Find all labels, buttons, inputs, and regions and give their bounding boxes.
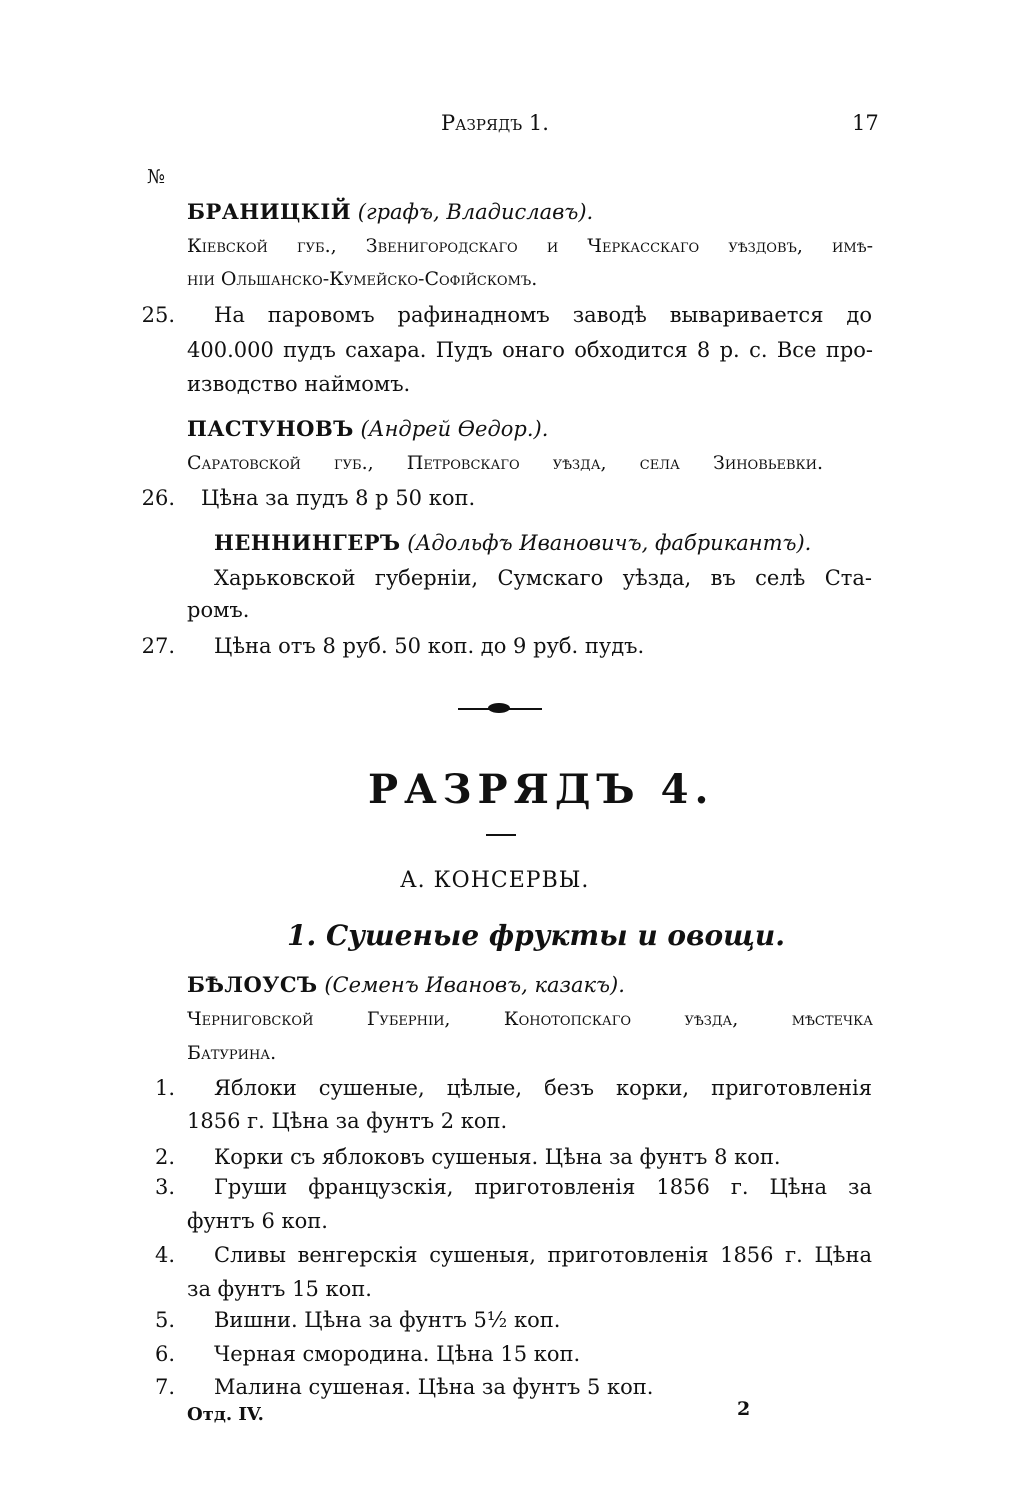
sheet-number: 2 (737, 1398, 751, 1420)
separator-ornament (488, 703, 510, 713)
item-text-line: 1856 г. Цѣна за фунтъ 2 коп. (187, 1109, 508, 1133)
item-text-line: Черная смородина. Цѣна 15 коп. (214, 1342, 581, 1366)
entry-location-line: ромъ. (187, 598, 250, 622)
item-text-line: Яблоки сушеные, цѣлые, безъ корки, приготовленія (214, 1076, 872, 1100)
numero-sign: № (147, 166, 165, 188)
item-text-line: фунтъ 6 коп. (187, 1209, 328, 1233)
entry-desc: (Семенъ Ивановъ, казакъ). (324, 973, 625, 997)
item-number: 3. (154, 1175, 175, 1199)
entry-desc: (Андрей Ѳедор.). (360, 417, 549, 441)
item-number: 4. (154, 1243, 175, 1267)
entry-location-line: ніи Ольшанско-Кумейско-Софійскомъ. (187, 268, 538, 290)
item-text-line: Цѣна отъ 8 руб. 50 коп. до 9 руб. пудъ. (214, 634, 645, 658)
section-subtitle: А. КОНСЕРВЫ. (400, 868, 590, 893)
item-number: 26. (141, 486, 175, 510)
entry-location-line: Харьковской губерніи, Сумскаго уѣзда, въ селѣ Ста- (214, 566, 872, 590)
section-title: РАЗРЯДЪ 4. (368, 766, 715, 813)
item-text-line: 400.000 пудъ сахара. Пудъ онаго обходится 8 р. с. Все про- (187, 338, 873, 362)
item-text-line: Груши французскія, приготовленія 1856 г. Цѣна за (214, 1175, 872, 1199)
entry-heading (187, 416, 548, 441)
running-title: Разрядъ 1. (441, 111, 549, 135)
entry-heading (187, 199, 593, 224)
entry-location-line: Батурина. (187, 1042, 277, 1064)
item-number: 25. (141, 303, 175, 327)
item-text-line: изводство наймомъ. (187, 372, 411, 396)
entry-name: НЕННИНГЕРЪ (214, 530, 401, 555)
short-rule (486, 834, 516, 836)
item-text-line: Сливы венгерскія сушеныя, приготовленія 1856 г. Цѣна (214, 1243, 872, 1267)
item-text-line: за фунтъ 15 коп. (187, 1277, 372, 1301)
item-text-line: Цѣна за пудъ 8 р 50 коп. (201, 486, 476, 510)
entry-desc: (графъ, Владиславъ). (357, 200, 594, 224)
item-number: 6. (154, 1342, 175, 1366)
item-number: 7. (154, 1375, 175, 1399)
item-text-line: Малина сушеная. Цѣна за фунтъ 5 коп. (214, 1375, 654, 1399)
entry-location-line: Саратовской губ., Петровскаго уѣзда, села Зиновьевки. (187, 452, 823, 474)
entry-name: БРАНИЦКІЙ (187, 199, 352, 224)
item-text-line: Корки съ яблоковъ сушеныя. Цѣна за фунтъ 8 коп. (214, 1145, 781, 1169)
entry-location-line: Кіевской губ., Звенигородскаго и Черкасскаго уѣздовъ, имѣ- (187, 235, 873, 257)
item-number: 27. (141, 634, 175, 658)
signature-mark: Отд. IV. (187, 1404, 264, 1425)
subsection-title: 1. Сушеные фрукты и овощи. (287, 919, 786, 952)
item-number: 1. (154, 1076, 175, 1100)
entry-heading (214, 530, 811, 555)
entry-name: БѢЛОУСЪ (187, 972, 318, 997)
entry-desc: (Адольфъ Ивановичъ, фабрикантъ). (407, 531, 812, 555)
item-number: 5. (154, 1308, 175, 1332)
entry-name: ПАСТУНОВЪ (187, 416, 354, 441)
item-text-line: Вишни. Цѣна за фунтъ 5½ коп. (214, 1308, 561, 1332)
item-text-line: На паровомъ рафинадномъ заводѣ вываривается до (214, 303, 872, 327)
entry-location-line: Черниговской Губерніи, Конотопскаго уѣзда, мѣстечка (187, 1008, 873, 1030)
item-number: 2. (154, 1145, 175, 1169)
page-number: 17 (852, 111, 879, 135)
entry-heading (187, 972, 625, 997)
